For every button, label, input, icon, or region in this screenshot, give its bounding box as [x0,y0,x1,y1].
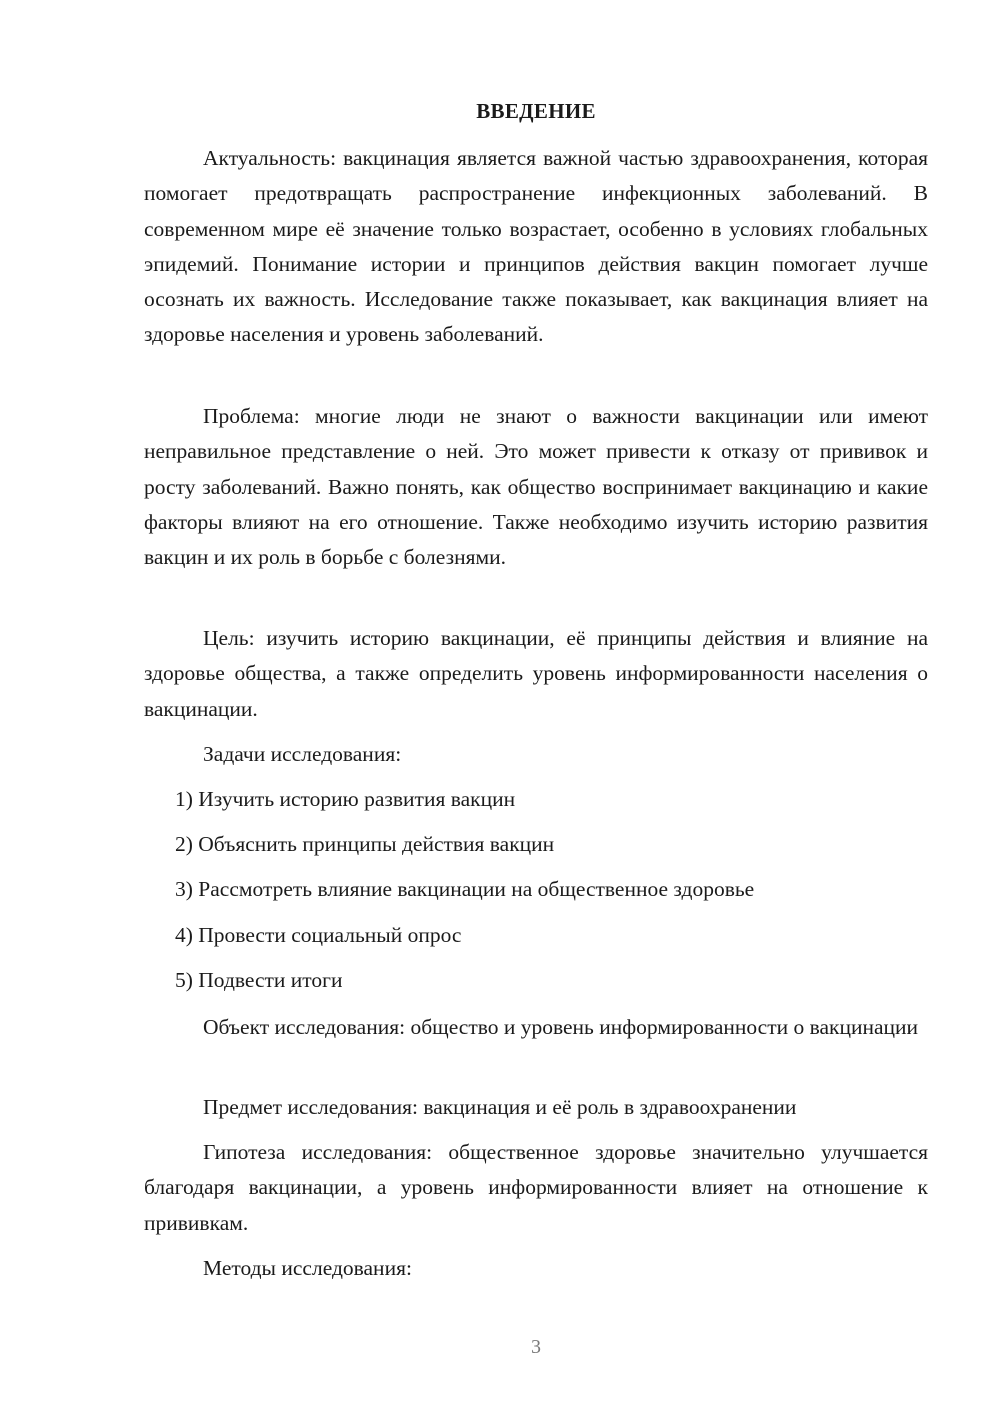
paragraph-methods: Методы исследования: [203,1256,412,1280]
task-list-item: 5) Подвести итоги [175,968,343,992]
task-list-item: 1) Изучить историю развития вакцин [175,787,516,811]
task-list-item: 3) Рассмотреть влияние вакцинации на общественное здоровье [175,877,755,901]
task-list-item: 4) Провести социальный опрос [175,923,462,947]
page-number: 3 [531,1336,541,1358]
paragraph-relevance: Актуальность: вакцинация является важной частью здравоохранения, которая помогает предотвращать распространение инфекционных заболеваний. В современном мире её значение только возрастает, особенно в условиях глобальных эпидемий. Понимание истории и принципов действия вакцин помогает лучше осознать их важность. Исследование также показывает, как вакцинация влияет на здоровье населения и уровень заболеваний. [144,146,928,347]
paragraph-goal: Цель: изучить историю вакцинации, её принципы действия и влияние на здоровье общества, а также определить уровень информированности населения о вакцинации. [144,626,928,721]
section-heading: ВВЕДЕНИЕ [476,99,596,123]
task-list-item: 2) Объяснить принципы действия вакцин [175,832,555,856]
paragraph-subject: Предмет исследования: вакцинация и её роль в здравоохранении [203,1095,797,1119]
paragraph-problem: Проблема: многие люди не знают о важности вакцинации или имеют неправильное представление о ней. Это может привести к отказу от прививок и росту заболеваний. Важно понять, как общество воспринимает вакцинацию и какие факторы влияют на его отношение. Также необходимо изучить историю развития вакцин и их роль в борьбе с болезнями. [144,404,928,570]
paragraph-hypothesis: Гипотеза исследования: общественное здоровье значительно улучшается благодаря вакцинации, а уровень информированности влияет на отношение к прививкам. [144,1140,928,1235]
paragraph-object: Объект исследования: общество и уровень информированности о вакцинации [203,1015,919,1039]
tasks-heading: Задачи исследования: [203,742,402,766]
